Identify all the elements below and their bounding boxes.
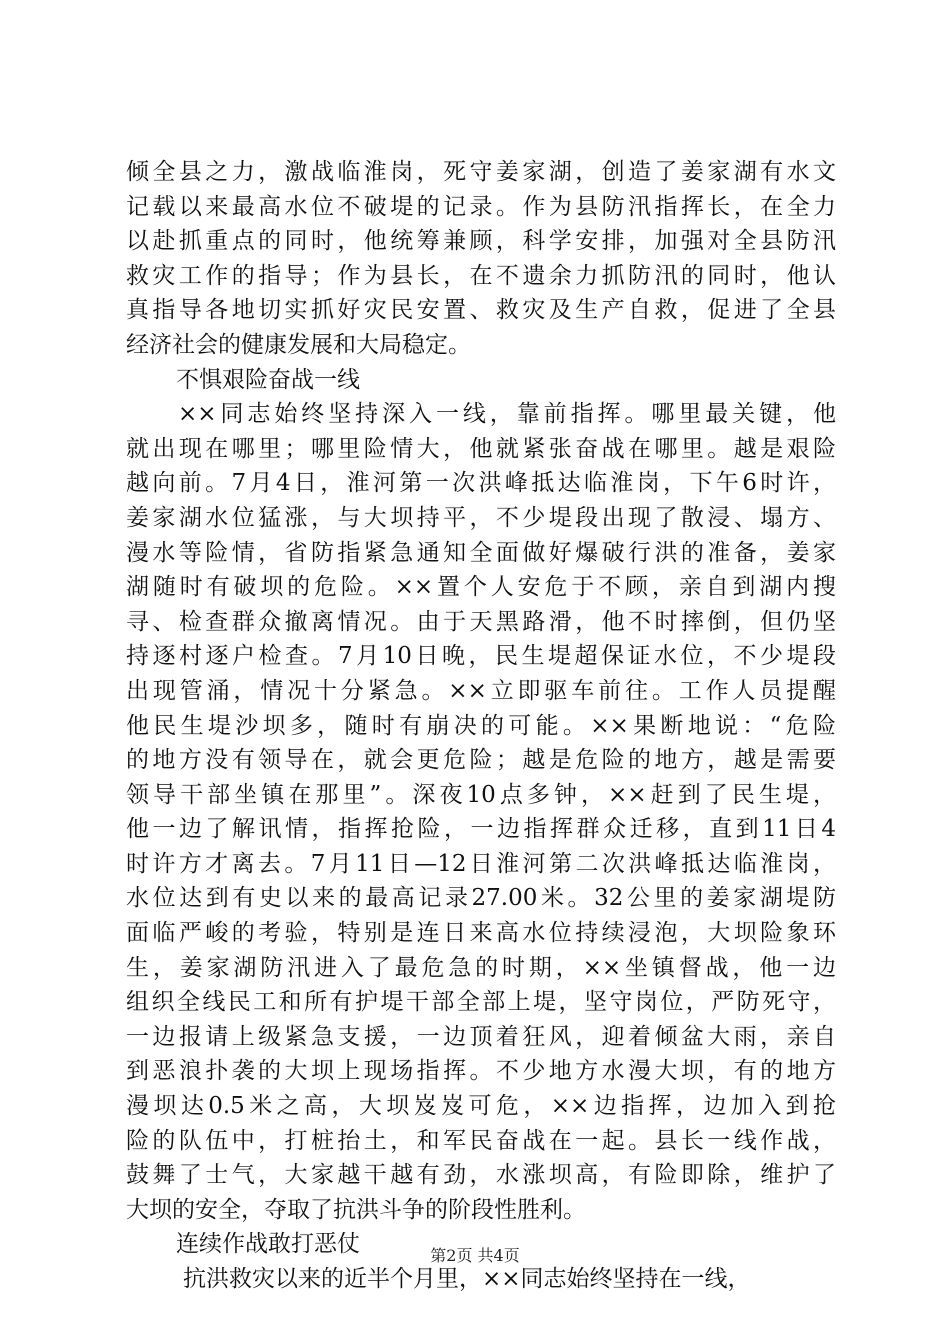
text-line: 记载以来最高水位不破堤的记录。作为县防汛指挥长，在全力: [126, 193, 836, 220]
text-line: 一边报请上级紧急支援，一边顶着狂风，迎着倾盆大雨，亲自: [126, 1023, 836, 1050]
text-line: 面临严峻的考验，特别是连日来高水位持续浸泡，大坝险象环: [126, 920, 836, 947]
document-body: [126, 155, 836, 1297]
text-line: 出现管涌，情况十分紧急。××立即驱车前往。工作人员提醒: [126, 677, 836, 704]
text-line: 水位达到有史以来的最高记录27.00米。32公里的姜家湖堤防: [126, 885, 836, 912]
text-line: 他民生堤沙坝多，随时有崩决的可能。××果断地说：“危险: [126, 712, 836, 739]
text-line: 就出现在哪里；哪里险情大，他就紧张奋战在哪里。越是艰险: [126, 435, 836, 462]
text-line: 倾全县之力，激战临淮岗，死守姜家湖，创造了姜家湖有水文: [126, 159, 836, 185]
text-line: 的地方没有领导在，就会更危险；越是危险的地方，越是需要: [126, 747, 836, 774]
text-line: 大坝的安全，夺取了抗洪斗争的阶段性胜利。: [126, 1196, 586, 1223]
text-line: 组织全线民工和所有护堤干部全部上堤，坚守岗位，严防死守，: [126, 989, 836, 1016]
text-line: 漫坝达0.5米之高，大坝岌岌可危，××边指挥，边加入到抢: [126, 1093, 836, 1120]
text-line: 救灾工作的指导；作为县长，在不遗余力抓防汛的同时，他认: [126, 262, 836, 289]
text-line: 寻、检查群众撤离情况。由于天黑路滑，他不时摔倒，但仍坚: [126, 608, 836, 635]
text-line: 抗洪救灾以来的近半个月里，××同志始终坚持在一线，: [183, 1266, 751, 1292]
text-line: 真指导各地切实抓好灾民安置、救灾及生产自救，促进了全县: [126, 297, 836, 324]
text-line: 领导干部坐镇在那里”。深夜10点多钟，××赶到了民生堤，: [126, 781, 836, 808]
text-line: 到恶浪扑袭的大坝上现场指挥。不少地方水漫大坝，有的地方: [126, 1058, 836, 1085]
text-line: 经济社会的健康发展和大局稳定。: [126, 331, 471, 358]
text-line: 湖随时有破坝的危险。××置个人安危于不顾，亲自到湖内搜: [126, 574, 836, 601]
text-line: 鼓舞了士气，大家越干越有劲，水涨坝高，有险即除，维护了: [126, 1162, 836, 1189]
text-line: 越向前。7月4日，淮河第一次洪峰抵达临淮岗，下午6时许，: [126, 470, 836, 497]
text-line: 时许方才离去。7月11日—12日淮河第二次洪峰抵达临淮岗，: [126, 850, 836, 877]
section-heading: 不惧艰险奋战一线: [176, 366, 360, 393]
text-line: 以赴抓重点的同时，他统筹兼顾，科学安排，加强对全县防汛: [126, 228, 836, 255]
text-line: 他一边了解讯情，指挥抢险，一边指挥群众迁移，直到11日4: [126, 816, 836, 843]
text-line: 漫水等险情，省防指紧急通知全面做好爆破行洪的准备，姜家: [126, 539, 836, 566]
text-line: ××同志始终坚持深入一线，靠前指挥。哪里最关键，他: [178, 401, 836, 428]
text-line: 生，姜家湖防汛进入了最危急的时期，××坐镇督战，他一边: [126, 954, 836, 981]
text-line: 姜家湖水位猛涨，与大坝持平，不少堤段出现了散浸、塌方、: [126, 504, 836, 531]
section-heading: 连续作战敢打恶仗: [176, 1231, 360, 1258]
text-line: 持逐村逐户检查。7月10日晚，民生堤超保证水位，不少堤段: [126, 643, 836, 670]
page-number-footer: 第2页 共4页: [430, 1246, 520, 1265]
text-line: 险的队伍中，打桩抬土，和军民奋战在一起。县长一线作战，: [126, 1127, 836, 1154]
